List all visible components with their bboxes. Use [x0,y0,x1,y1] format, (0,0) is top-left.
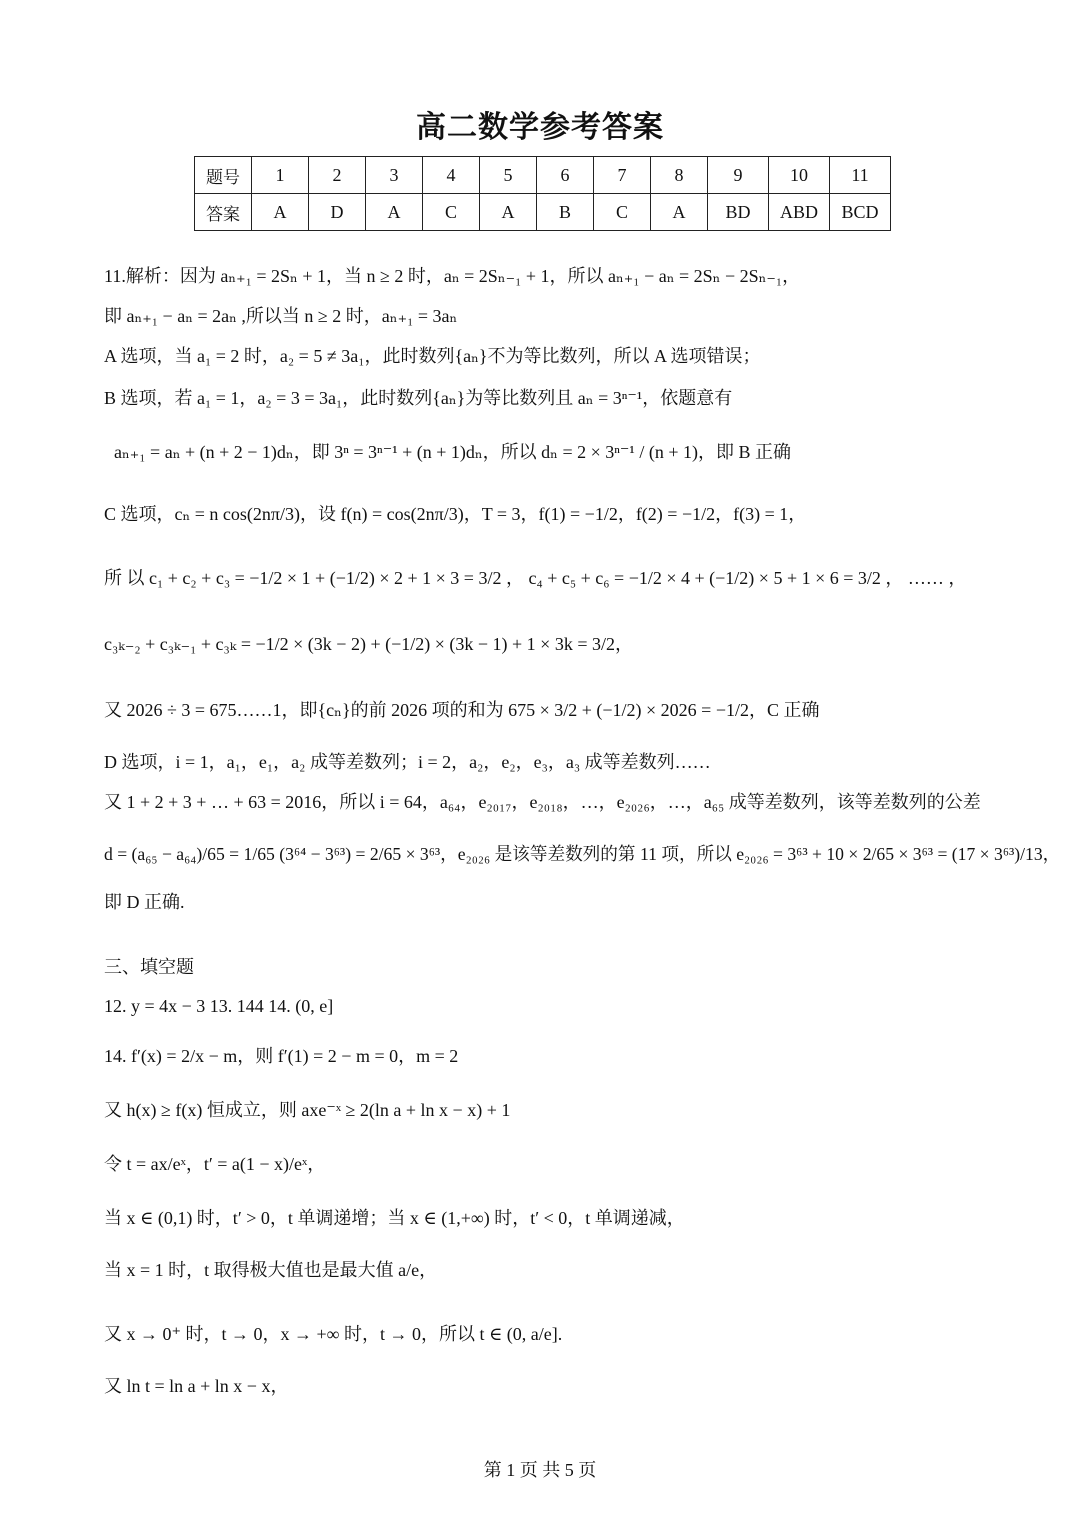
table-cell: 5 [480,157,537,194]
table-cell: C [423,194,480,231]
table-cell: 6 [537,157,594,194]
table-cell: A [366,194,423,231]
table-cell: 9 [708,157,769,194]
solution-line: 又 1 + 2 + 3 + … + 63 = 2016，所以 i = 64，a₆₄，e₂₀₁₇，e₂₀₁₈，…，e₂₀₂₆，…，a₆₅ 成等差数列，该等差数列的公差 [104,792,981,812]
solution-line: 当 x = 1 时，t 取得极大值也是最大值 a/e， [104,1260,438,1280]
table-cell: 3 [366,157,423,194]
fill-answers: 12. y = 4x − 3 13. 144 14. (0, e] [104,996,334,1016]
table-header-cell: 答案 [195,194,252,231]
solution-line: 又 h(x) ≥ f(x) 恒成立，则 axe⁻ˣ ≥ 2(ln a + ln x − x) + 1 [104,1100,511,1120]
table-cell: D [309,194,366,231]
table-cell: 11 [830,157,891,194]
table-cell: BCD [830,194,891,231]
solution-line: B 选项，若 a₁ = 1，a₂ = 3 = 3a₁，此时数列{aₙ}为等比数列且 aₙ = 3ⁿ⁻¹，依题意有 [104,388,733,408]
solution-line: D 选项，i = 1，a₁，e₁，a₂ 成等差数列；i = 2，a₂，e₂，e₃，a₃ 成等差数列…… [104,752,711,772]
page-title: 高二数学参考答案 [416,110,664,145]
solution-line: 11.解析：因为 aₙ₊₁ = 2Sₙ + 1，当 n ≥ 2 时，aₙ = 2Sₙ₋₁ + 1，所以 aₙ₊₁ − aₙ = 2Sₙ − 2Sₙ₋₁， [104,266,801,286]
solution-line: c₃ₖ₋₂ + c₃ₖ₋₁ + c₃ₖ = −1/2 × (3k − 2) + (−1/2) × (3k − 1) + 1 × 3k = 3/2， [104,634,633,654]
table-row-answers [195,194,891,231]
table-cell: B [537,194,594,231]
solution-line: aₙ₊₁ = aₙ + (n + 2 − 1)dₙ，即 3ⁿ = 3ⁿ⁻¹ + (n + 1)dₙ，所以 dₙ = 2 × 3ⁿ⁻¹ / (n + 1)，即 B 正确 [114,442,791,462]
solution-line: d = (a₆₅ − a₆₄)/65 = 1/65 (3⁶⁴ − 3⁶³) = 2/65 × 3⁶³，e₂₀₂₆ 是该等差数列的第 11 项，所以 e₂₀₂₆ = 3⁶³ + 10 × 2/65 × 3⁶³ = (17 × 3⁶³)/13， [104,844,1061,864]
table-cell: BD [708,194,769,231]
solution-line: 14. f′(x) = 2/x − m，则 f′(1) = 2 − m = 0，m = 2 [104,1046,459,1066]
table-cell: ABD [769,194,830,231]
table-cell: C [594,194,651,231]
solution-line: C 选项，cₙ = n cos(2nπ/3)，设 f(n) = cos(2nπ/3)，T = 3，f(1) = −1/2，f(2) = −1/2，f(3) = 1， [104,504,807,524]
solution-line: 即 D 正确. [104,892,185,912]
solution-line: A 选项，当 a₁ = 2 时，a₂ = 5 ≠ 3a₁，此时数列{aₙ}不为等比数列，所以 A 选项错误； [104,346,761,366]
table-cell: A [651,194,708,231]
table-header-cell: 题号 [195,157,252,194]
table-cell: 2 [309,157,366,194]
table-cell: A [480,194,537,231]
answer-table [194,156,891,231]
table-cell: 10 [769,157,830,194]
table-cell: 4 [423,157,480,194]
table-row-numbers [195,157,891,194]
solution-line: 当 x ∈ (0,1) 时，t′ > 0，t 单调递增；当 x ∈ (1,+∞) 时，t′ < 0，t 单调递减， [104,1208,685,1228]
solution-line: 又 x → 0⁺ 时，t → 0，x → +∞ 时，t → 0，所以 t ∈ (0, a/e]. [104,1324,563,1344]
solution-line: 令 t = ax/eˣ，t′ = a(1 − x)/eˣ， [104,1154,326,1174]
page-footer: 第 1 页 共 5 页 [483,1460,597,1480]
solution-line: 即 aₙ₊₁ − aₙ = 2aₙ ,所以当 n ≥ 2 时，aₙ₊₁ = 3aₙ [104,306,458,326]
solution-line: 又 2026 ÷ 3 = 675……1，即{cₙ}的前 2026 项的和为 675 × 3/2 + (−1/2) × 2026 = −1/2，C 正确 [104,700,820,720]
section-heading: 三、填空题 [104,957,194,978]
table-cell: 1 [252,157,309,194]
solution-line: 所 以 c₁ + c₂ + c₃ = −1/2 × 1 + (−1/2) × 2 + 1 × 3 = 3/2 ， c₄ + c₅ + c₆ = −1/2 × 4 + (−1/2) × 5 + 1 × 6 = 3/2 ， …… ， [104,568,967,588]
table-cell: 8 [651,157,708,194]
table-cell: A [252,194,309,231]
solution-line: 又 ln t = ln a + ln x − x， [104,1376,289,1396]
table-cell: 7 [594,157,651,194]
